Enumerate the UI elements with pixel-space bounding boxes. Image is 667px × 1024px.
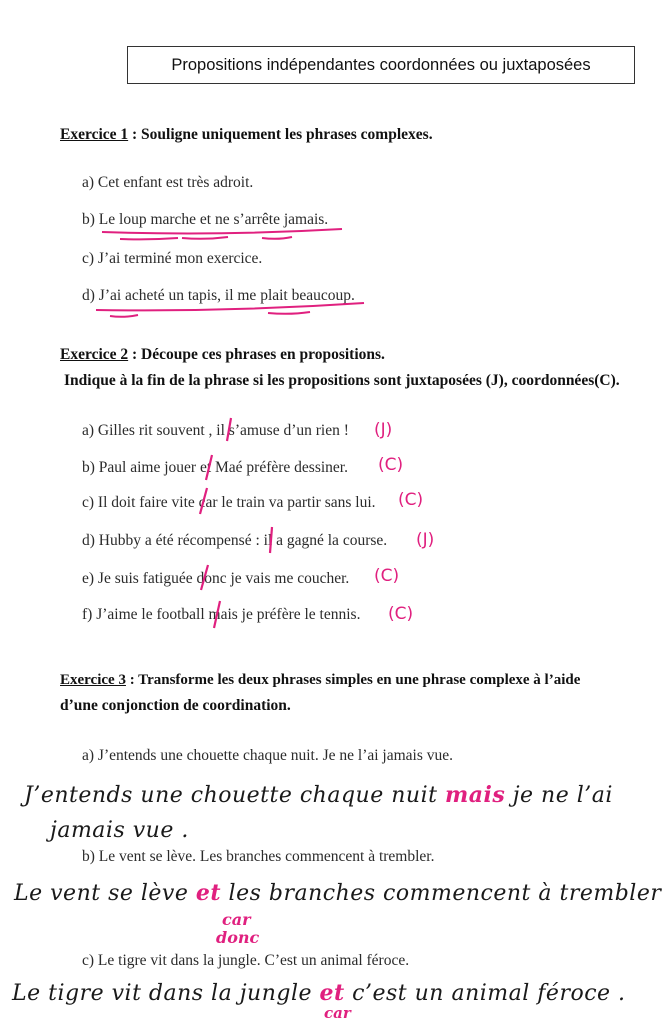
exercise-3-instruction-2: d’une conjonction de coordination. <box>60 697 291 714</box>
exercise-3-heading <box>60 672 580 689</box>
exercise-1-label: Exercice 1 <box>60 126 129 143</box>
ex3-prompt-c: c) Le tigre vit dans la jungle. C’est un animal féroce. <box>82 952 410 969</box>
exercise-2-label: Exercice 2 <box>60 346 129 363</box>
exercise-2-heading <box>60 346 385 364</box>
ex2-item-f: f) J’aime le football mais je préfère le tennis. <box>82 606 361 623</box>
underline-b-verb-2 <box>182 237 228 239</box>
ex3-prompt-b: b) Le vent se lève. Les branches commencent à trembler. <box>82 848 435 865</box>
ex3-answer-c-end: c’est un animal féroce . <box>344 981 626 1006</box>
underline-b-verb-3 <box>262 237 292 239</box>
ex2-item-c: c) Il doit faire vite car le train va partir sans lui. <box>82 494 376 511</box>
ex2-answer-b: (C) <box>378 455 404 475</box>
exercise-2-instruction-2: Indique à la fin de la phrase si les propositions sont juxtaposées (J), coordonnées(C). <box>64 372 620 389</box>
underline-d-verb-2 <box>268 312 310 314</box>
ex3-answer-c <box>12 980 626 1006</box>
ex2-answer-c: (C) <box>398 490 424 510</box>
ex2-answer-d: (J) <box>416 530 435 550</box>
exercise-3-label: Exercice 3 <box>60 672 126 688</box>
ex3-answer-b-end: les branches commencent à trembler <box>221 881 662 906</box>
ex3-answer-b-conj: et <box>195 880 222 906</box>
exercise-2-instruction: : Découpe ces phrases en propositions. <box>128 346 385 363</box>
ex3-answer-a-start: J’entends une chouette chaque nuit <box>24 783 445 808</box>
exercise-1-instruction: : Souligne uniquement les phrases complexes. <box>128 126 433 143</box>
ex3-answer-a-line1 <box>24 782 613 808</box>
ex1-item-b: b) Le loup marche et ne s’arrête jamais. <box>82 211 329 228</box>
ex3-answer-c-conj: et <box>319 980 345 1006</box>
ex2-item-b: b) Paul aime jouer et Maé préfère dessiner. <box>82 459 348 476</box>
ex3-answer-a-end: je ne l’ai <box>505 783 613 808</box>
ex3-answer-b <box>14 880 661 906</box>
underline-b-sentence <box>102 229 342 233</box>
ex3-answer-c-start: Le tigre vit dans la jungle <box>12 981 320 1006</box>
page-title: Propositions indépendantes coordonnées ou juxtaposées <box>127 46 635 84</box>
underline-d-verb-1 <box>110 315 138 317</box>
ex2-item-e: e) Je suis fatiguée donc je vais me coucher. <box>82 570 350 587</box>
ex3-prompt-a: a) J’entends une chouette chaque nuit. Je ne l’ai jamais vue. <box>82 747 454 764</box>
ex3-answer-b-alt1: car <box>222 910 251 929</box>
ex3-answer-b-start: Le vent se lève <box>14 881 196 906</box>
ex2-answer-a: (J) <box>374 420 393 440</box>
exercise-3-instruction: : Transforme les deux phrases simples en une phrase complexe à l’aide <box>125 672 581 688</box>
ex2-answer-f: (C) <box>388 604 414 624</box>
ex3-answer-a-conj: mais <box>444 782 506 808</box>
ex3-answer-b-alt2: donc <box>216 928 260 947</box>
ex3-answer-c-alt1: car <box>324 1004 351 1022</box>
ex2-answer-e: (C) <box>374 566 400 586</box>
ex3-answer-a-line2: jamais vue . <box>50 818 189 843</box>
exercise-1-heading <box>60 126 433 144</box>
ex1-item-c: c) J’ai terminé mon exercice. <box>82 250 263 267</box>
underline-b-verb-1 <box>120 238 178 239</box>
ex2-item-a: a) Gilles rit souvent , il s’amuse d’un rien ! <box>82 422 349 439</box>
ex2-item-d: d) Hubby a été récompensé : il a gagné la course. <box>82 532 388 549</box>
ex1-item-d: d) J’ai acheté un tapis, il me plait beaucoup. <box>82 287 355 304</box>
ex1-item-a: a) Cet enfant est très adroit. <box>82 174 254 191</box>
